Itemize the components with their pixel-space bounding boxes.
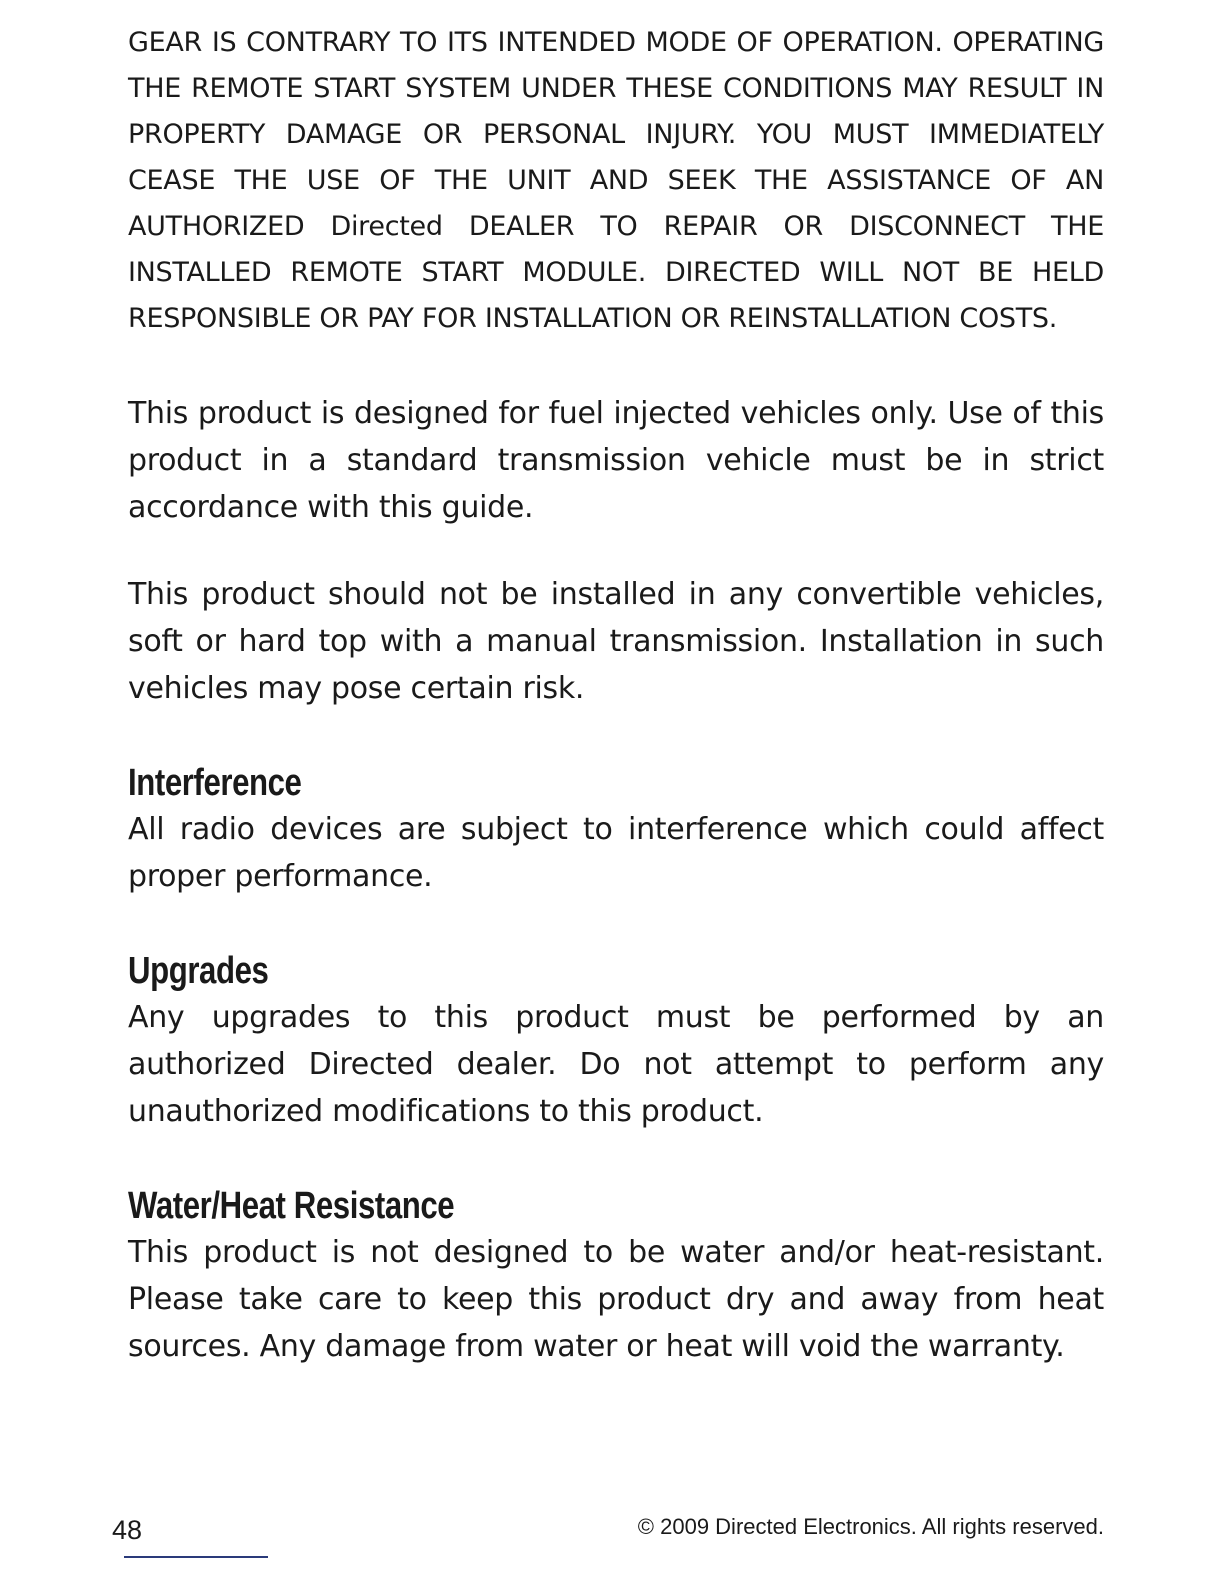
upgrades-paragraph: Any upgrades to this product must be performed by an authorized Directed dealer. Do not attempt to perform any unauthorized modifications to this product. — [128, 1000, 1104, 1129]
copyright-notice: © 2009 Directed Electronics. All rights reserved. — [637, 1514, 1104, 1539]
page-number: 48 — [112, 1515, 143, 1545]
water-heat-paragraph: This product is not designed to be water and/or heat-resistant. Please take care to keep this product dry and away from heat sources. Any damage from water or heat will void the warranty. — [128, 1235, 1104, 1364]
page-content — [128, 20, 1104, 1370]
page-footer — [112, 1510, 1104, 1550]
interference-heading: Interference — [128, 762, 302, 804]
fuel-injected-paragraph: This product is designed for fuel injected vehicles only. Use of this product in a standard transmission vehicle must be in strict accordance with this guide. — [128, 396, 1104, 525]
convertible-paragraph: This product should not be installed in any convertible vehicles, soft or hard top with a manual transmission. Installation in such vehicles may pose certain risk. — [128, 577, 1104, 706]
water-heat-heading: Water/Heat Resistance — [128, 1185, 455, 1227]
interference-paragraph: All radio devices are subject to interference which could affect proper performance. — [128, 812, 1104, 894]
upgrades-heading: Upgrades — [128, 950, 269, 992]
warning-paragraph: GEAR IS CONTRARY TO ITS INTENDED MODE OF OPERATION. OPERATING THE REMOTE START SYSTEM UNDER THESE CONDITIONS MAY RESULT IN PROPERTY DAMAGE OR PERSONAL INJURY. YOU MUST IMMEDIATELY CEASE THE USE OF THE UNIT AND SEEK THE ASSISTANCE OF AN AUTHORIZED Directed DEALER TO REPAIR OR DISCONNECT THE INSTALLED REMOTE START MODULE. DIRECTED WILL NOT BE HELD RESPONSIBLE OR PAY FOR INSTALLATION OR REINSTALLATION COSTS. — [128, 27, 1104, 334]
footer-rule — [124, 1556, 268, 1558]
